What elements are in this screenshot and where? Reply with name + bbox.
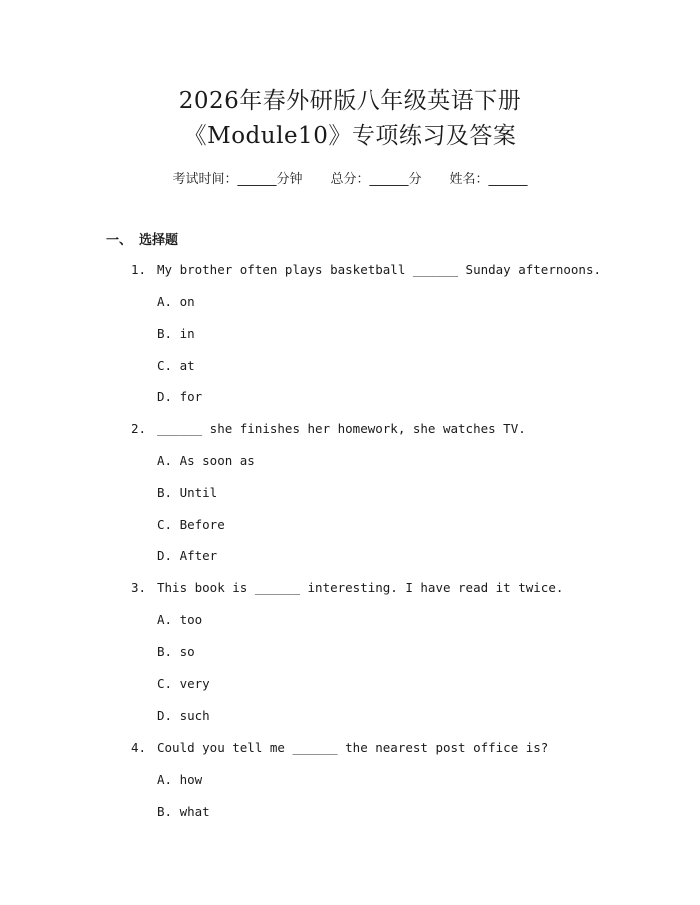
question-4-option-b: B. what — [157, 804, 210, 819]
section-number: 一、 — [106, 233, 133, 248]
question-text: Could you tell me ______ the nearest post office is? — [157, 740, 549, 755]
section-title: 选择题 — [139, 233, 179, 248]
student-name-label: 姓名：______ — [449, 172, 528, 187]
question-4 — [131, 740, 548, 756]
section-heading — [106, 229, 178, 248]
question-number: 4. — [131, 740, 147, 755]
question-3 — [131, 580, 563, 596]
page-title: 2026年春外研版八年级英语下册 — [178, 88, 522, 114]
question-3-option-c: C. very — [157, 676, 210, 691]
question-2-option-c: C. Before — [157, 517, 225, 532]
question-2 — [131, 421, 526, 437]
question-3-option-a: A. too — [157, 612, 203, 627]
question-1-option-d: D. for — [157, 389, 203, 404]
question-3-option-d: D. such — [157, 708, 210, 723]
question-2-option-b: B. Until — [157, 485, 218, 500]
question-text: ______ she finishes her homework, she watches TV. — [157, 421, 526, 436]
question-text: This book is ______ interesting. I have read it twice. — [157, 580, 564, 595]
question-1-option-b: B. in — [157, 326, 195, 341]
question-1-option-a: A. on — [157, 294, 195, 309]
page-subtitle: 《Module10》专项练习及答案 — [183, 123, 517, 149]
question-number: 1. — [131, 262, 147, 277]
question-text: My brother often plays basketball ______ Sunday afternoons. — [157, 262, 602, 277]
question-number: 3. — [131, 580, 147, 595]
total-score-label: 总分：______分 — [330, 172, 422, 187]
exam-meta — [0, 168, 700, 187]
question-4-option-a: A. how — [157, 772, 203, 787]
question-2-option-a: A. As soon as — [157, 453, 255, 468]
question-1 — [131, 262, 601, 278]
question-3-option-b: B. so — [157, 644, 195, 659]
question-2-option-d: D. After — [157, 548, 218, 563]
question-number: 2. — [131, 421, 147, 436]
exam-time-label: 考试时间：______分钟 — [172, 172, 303, 187]
question-1-option-c: C. at — [157, 358, 195, 373]
